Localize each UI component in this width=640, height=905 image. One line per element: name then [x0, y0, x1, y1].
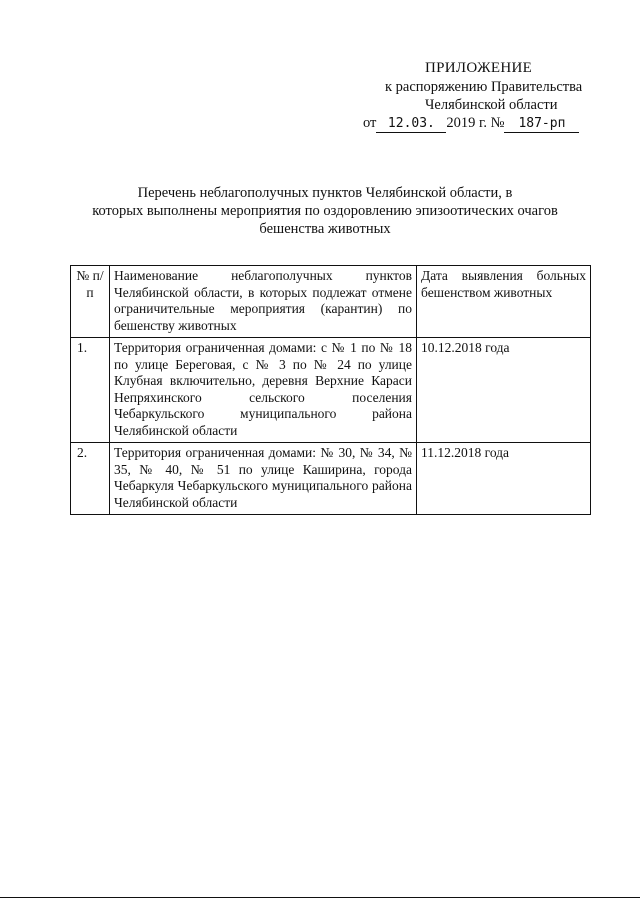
table-row: [71, 338, 591, 443]
column-header-date: Дата выявления больных бешенством животных: [417, 266, 591, 338]
appendix-subtitle-line1: к распоряжению Правительства: [385, 79, 583, 95]
row-date: 11.12.2018 года: [417, 443, 591, 515]
year-text: 2019 г. №: [446, 115, 505, 131]
appendix-subtitle-line2: Челябинской области: [425, 97, 558, 113]
document-number-field: 187-рп: [504, 116, 579, 133]
row-date: 10.12.2018 года: [417, 338, 591, 443]
outbreak-table: [70, 265, 591, 515]
document-title: [60, 184, 590, 238]
document-title-line2: которых выполнены мероприятия по оздоровлению эпизоотических очагов: [92, 203, 558, 219]
table-header-row: [71, 266, 591, 338]
date-prefix: от: [363, 115, 377, 131]
column-header-number: № п/п: [71, 266, 110, 338]
appendix-title: ПРИЛОЖЕНИЕ: [425, 60, 533, 76]
date-field: 12.03.: [376, 116, 446, 133]
table-row: [71, 443, 591, 515]
document-title-line3: бешенства животных: [259, 221, 391, 237]
document-title-line1: Перечень неблагополучных пунктов Челябинской области, в: [137, 185, 513, 201]
page-bottom-rule: [0, 897, 640, 898]
row-name: Территория ограниченная домами: № 30, № 34, № 35, № 40, № 51 по улице Каширина, города Чебаркуля Чебаркульского муниципального района Челябинской области: [110, 443, 417, 515]
row-number: 2.: [71, 443, 110, 515]
row-name: Территория ограниченная домами: с № 1 по № 18 по улице Береговая, с № 3 по № 24 по улице Клубная включительно, деревня Верхние Караси Непряхинского сельского поселения Чебаркульского муниципального района Челябинской области: [110, 338, 417, 443]
document-date-row: [363, 114, 579, 133]
column-header-name: Наименование неблагополучных пунктов Челябинской области, в которых подлежат отмене ограничительные мероприятия (карантин) по бешенству животных: [110, 266, 417, 338]
row-number: 1.: [71, 338, 110, 443]
